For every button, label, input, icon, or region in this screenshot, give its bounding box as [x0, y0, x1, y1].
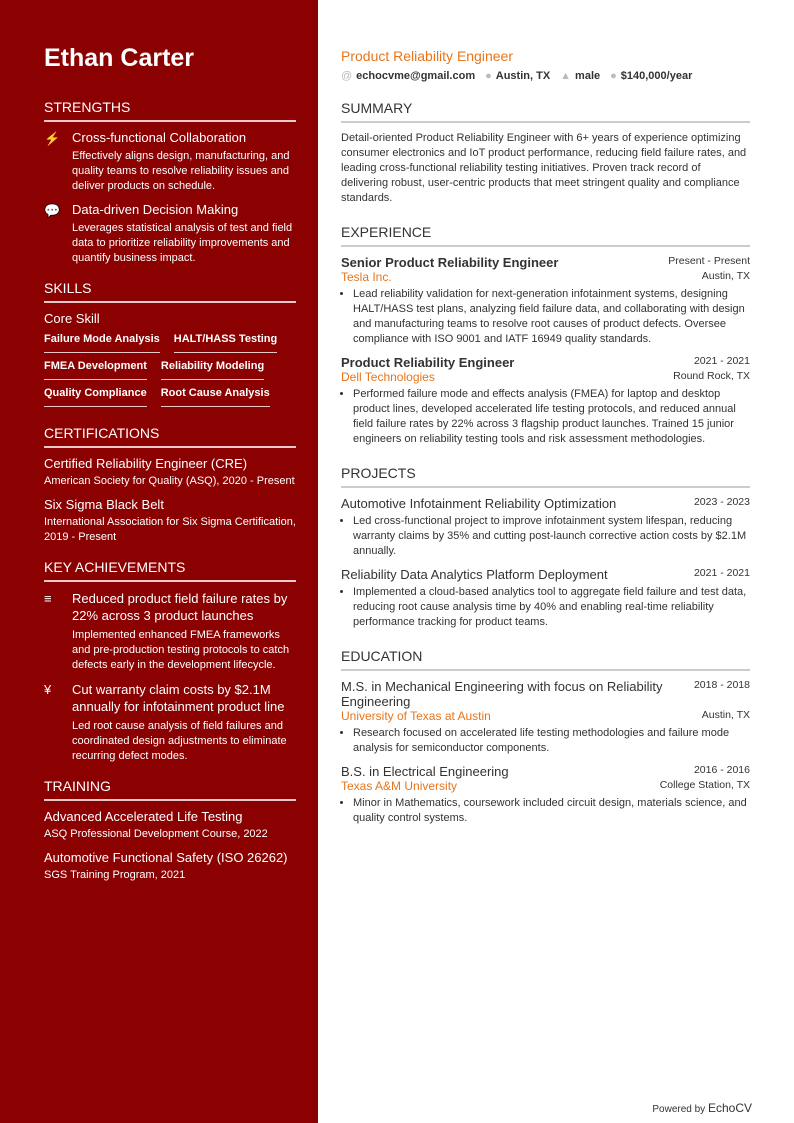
location: Round Rock, TX	[673, 370, 750, 382]
cert-title: Certified Reliability Engineer (CRE)	[44, 456, 248, 471]
core-skill-label: Core Skill	[44, 311, 100, 326]
company: Tesla Inc.	[341, 270, 392, 284]
degree: M.S. in Mechanical Engineering with focus on Reliability Engineering	[341, 679, 663, 709]
strength-title: Data-driven Decision Making	[72, 202, 239, 217]
gender: male	[575, 70, 601, 82]
main-content	[341, 48, 750, 834]
brand: EchoCV	[707, 1101, 752, 1115]
date: 2018 - 2018	[693, 679, 750, 691]
summary-text: Detail-oriented Product Reliability Engineer with 6+ years of experience optimizing consumer electronics and IoT product performance, reducing field failure rates, and leading cross-functional reliability testing initiatives. Proven track record of delivering robust, user-centric products that meet stringent quality and compliance standards.	[341, 132, 747, 204]
salary: $140,000/year	[620, 70, 693, 82]
summary-heading: SUMMARY	[341, 100, 750, 123]
training-title: Automotive Functional Safety (ISO 26262)	[44, 850, 288, 865]
achievement-item	[44, 590, 296, 673]
strength-item	[44, 202, 296, 266]
sidebar	[0, 0, 318, 1123]
certifications-heading: CERTIFICATIONS	[44, 425, 296, 448]
experience-item	[341, 355, 750, 447]
projects-heading: PROJECTS	[341, 465, 750, 488]
achievement-desc: Led root cause analysis of field failures and coordinated design adjustments to eliminate recurring defect modes.	[72, 720, 287, 762]
skill-tag: Reliability Modeling	[161, 357, 264, 380]
experience-item	[341, 255, 750, 347]
footer	[652, 1101, 752, 1115]
skills-heading: SKILLS	[44, 280, 296, 303]
date: 2021 - 2021	[693, 355, 750, 367]
training-desc: ASQ Professional Development Course, 2022	[44, 828, 268, 840]
degree: B.S. in Electrical Engineering	[341, 764, 509, 779]
email-icon: @	[341, 70, 353, 82]
location: Austin, TX	[701, 270, 750, 282]
cert-desc: American Society for Quality (ASQ), 2020 - Present	[44, 475, 295, 487]
bullet: • Performed failure mode and effects analysis (FMEA) for laptop and desktop product lines, developed accelerated life testing protocols, and reduced annual field failure rates by 22% across 3 flagship product launches. Trained 15 junior engineers on reliability testing tools and risk assessment methodologies.	[353, 387, 750, 447]
project-item	[341, 496, 750, 559]
strength-desc: Effectively aligns design, manufacturing, and quality teams to resolve reliability issues and deliver products on schedule.	[72, 150, 290, 192]
bullet: • Led cross-functional project to improve infotainment system lifespan, reducing warranty claims by 35% and cutting post-launch corrective action costs by $2.1M annually.	[353, 514, 750, 559]
list-icon: ≡	[44, 591, 52, 606]
strength-item	[44, 130, 296, 194]
bullet: • Research focused on accelerated life testing methodologies and failure mode analysis for semiconductor components.	[353, 726, 750, 756]
location-icon: ●	[485, 70, 492, 82]
lightning-icon: ⚡	[44, 131, 61, 146]
project-name: Reliability Data Analytics Platform Deployment	[341, 567, 608, 582]
education-item	[341, 679, 750, 756]
yen-icon: ¥	[44, 682, 52, 697]
education-heading: EDUCATION	[341, 648, 750, 671]
education-item	[341, 764, 750, 826]
job-title: Product Reliability Engineer	[341, 48, 513, 64]
bullet: • Implemented a cloud-based analytics tool to aggregate field failure and test data, reducing root cause analysis time by 40% and enabling real-time reliability performance tracking for product teams.	[353, 585, 750, 630]
cert-title: Six Sigma Black Belt	[44, 497, 164, 512]
achievement-desc: Implemented enhanced FMEA frameworks and pre-production testing protocols to catch defects early in the development lifecycle.	[72, 629, 290, 671]
email: echocvme@gmail.com	[356, 70, 476, 82]
achievements-heading: KEY ACHIEVEMENTS	[44, 559, 296, 582]
bullet: • Minor in Mathematics, coursework included circuit design, materials science, and quality control systems.	[353, 796, 750, 826]
strengths-heading: STRENGTHS	[44, 99, 296, 122]
candidate-name: Ethan Carter	[44, 44, 195, 72]
role: Product Reliability Engineer	[341, 355, 515, 370]
cert-desc: International Association for Six Sigma Certification, 2019 - Present	[44, 516, 296, 543]
salary-icon: ●	[610, 70, 617, 82]
location: Austin, TX	[495, 70, 551, 82]
date: 2023 - 2023	[693, 496, 750, 508]
training-heading: TRAINING	[44, 778, 296, 801]
strength-desc: Leverages statistical analysis of test and field data to prioritize reliability improvements and quantify business impact.	[72, 222, 293, 264]
skill-tag: Failure Mode Analysis	[44, 330, 160, 353]
school: University of Texas at Austin	[341, 709, 491, 723]
date: 2021 - 2021	[693, 567, 750, 579]
achievement-title: Reduced product field failure rates by 22% across 3 product launches	[72, 591, 288, 623]
location: Austin, TX	[701, 709, 750, 721]
training-desc: SGS Training Program, 2021	[44, 869, 186, 881]
skill-tag: Quality Compliance	[44, 384, 147, 407]
experience-heading: EXPERIENCE	[341, 224, 750, 247]
project-name: Automotive Infotainment Reliability Optimization	[341, 496, 617, 511]
training-title: Advanced Accelerated Life Testing	[44, 809, 243, 824]
powered-by: Powered by	[652, 1104, 706, 1115]
role: Senior Product Reliability Engineer	[341, 255, 559, 270]
date: 2016 - 2016	[693, 764, 750, 776]
achievement-item	[44, 681, 296, 764]
skill-tag: Root Cause Analysis	[161, 384, 270, 407]
bullet: • Lead reliability validation for next-generation infotainment systems, designing HALT/HASS test plans, analyzing field failure data, and collaborating with design and manufacturing teams to resolve root causes of product defects. Oversee compliance with ISO 9001 and IATF 16949 quality standards.	[353, 287, 750, 347]
skill-tag: HALT/HASS Testing	[174, 330, 277, 353]
strength-title: Cross-functional Collaboration	[72, 130, 247, 145]
achievement-title: Cut warranty claim costs by $2.1M annually for infotainment product line	[72, 682, 285, 714]
company: Dell Technologies	[341, 370, 435, 384]
person-icon: ▲	[560, 70, 572, 82]
chat-icon: 💬	[44, 203, 61, 218]
contact-row	[341, 70, 750, 82]
location: College Station, TX	[659, 779, 750, 791]
school: Texas A&M University	[341, 779, 458, 793]
project-item	[341, 567, 750, 630]
date: Present - Present	[668, 255, 750, 267]
skill-tag: FMEA Development	[44, 357, 147, 380]
